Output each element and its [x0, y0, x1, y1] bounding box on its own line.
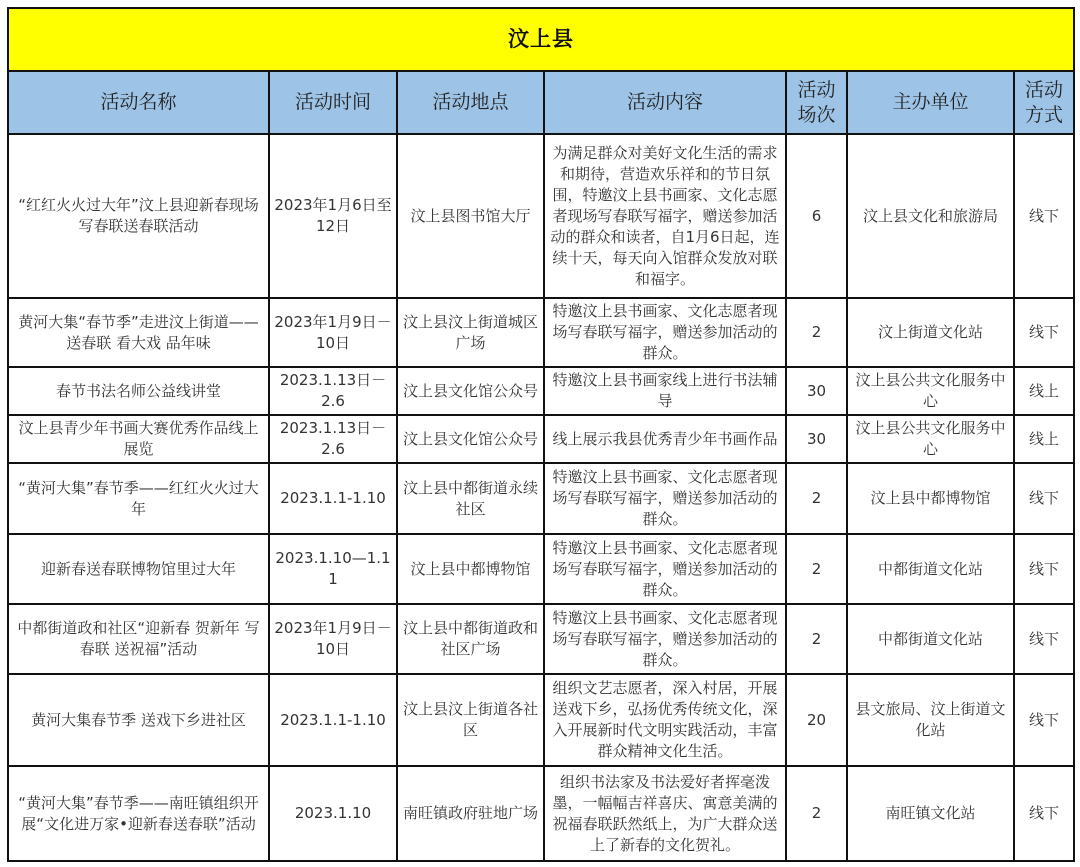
- header-time: 活动时间: [269, 71, 397, 134]
- cell-time: 2023.1.1-1.10: [269, 674, 397, 766]
- cell-name: 迎新春送春联博物馆里过大年: [8, 534, 269, 604]
- cell-organizer: 汶上县文化和旅游局: [847, 134, 1014, 298]
- cell-mode: 线下: [1014, 298, 1074, 367]
- cell-name: 汶上县青少年书画大赛优秀作品线上展览: [8, 415, 269, 463]
- header-mode: 活动方式: [1014, 71, 1074, 134]
- cell-place: 南旺镇政府驻地广场: [397, 766, 544, 861]
- table-row: [8, 674, 1074, 766]
- cell-time: 2023.1.10—1.11: [269, 534, 397, 604]
- cell-place: 汶上县中都博物馆: [397, 534, 544, 604]
- cell-place: 汶上县文化馆公众号: [397, 415, 544, 463]
- cell-content: 线上展示我县优秀青少年书画作品: [544, 415, 786, 463]
- cell-name: “红红火火过大年”汶上县迎新春现场写春联送春联活动: [8, 134, 269, 298]
- cell-mode: 线下: [1014, 134, 1074, 298]
- cell-organizer: 汶上县公共文化服务中心: [847, 367, 1014, 415]
- cell-time: 2023年1月9日－10日: [269, 298, 397, 367]
- cell-content: 特邀汶上县书画家、文化志愿者现场写春联写福字，赠送参加活动的群众。: [544, 534, 786, 604]
- cell-time: 2023.1.10: [269, 766, 397, 861]
- header-organizer: 主办单位: [847, 71, 1014, 134]
- cell-mode: 线下: [1014, 674, 1074, 766]
- cell-time: 2023.1.13日－2.6: [269, 415, 397, 463]
- cell-mode: 线上: [1014, 367, 1074, 415]
- cell-name: 黄河大集春节季 送戏下乡进社区: [8, 674, 269, 766]
- cell-sessions: 30: [786, 367, 847, 415]
- cell-mode: 线下: [1014, 766, 1074, 861]
- table-row: [8, 367, 1074, 415]
- cell-content: 为满足群众对美好文化生活的需求和期待，营造欢乐祥和的节日氛围，特邀汶上县书画家、文化志愿者现场写春联写福字，赠送参加活动的群众和读者，自1月6日起，连续十天，每天向入馆群众发放对联和福字。: [544, 134, 786, 298]
- cell-name: 黄河大集“春节季”走进汶上街道——送春联 看大戏 品年味: [8, 298, 269, 367]
- cell-mode: 线上: [1014, 415, 1074, 463]
- header-name: 活动名称: [8, 71, 269, 134]
- cell-time: 2023年1月6日至12日: [269, 134, 397, 298]
- cell-sessions: 2: [786, 534, 847, 604]
- header-row: [8, 71, 1074, 134]
- table-row: [8, 463, 1074, 534]
- cell-content: 组织书法家及书法爱好者挥毫泼墨，一幅幅吉祥喜庆、寓意美满的祝福春联跃然纸上，为广大群众送上了新春的文化贺礼。: [544, 766, 786, 861]
- header-content: 活动内容: [544, 71, 786, 134]
- cell-time: 2023年1月9日－10日: [269, 604, 397, 674]
- cell-place: 汶上县中都街道永续社区: [397, 463, 544, 534]
- table-row: [8, 766, 1074, 861]
- cell-organizer: 汶上县公共文化服务中心: [847, 415, 1014, 463]
- cell-place: 汶上县汶上街道各社区: [397, 674, 544, 766]
- table-title: 汶上县: [8, 8, 1074, 71]
- cell-name: 中都街道政和社区“迎新春 贺新年 写春联 送祝福”活动: [8, 604, 269, 674]
- cell-content: 特邀汶上县书画家、文化志愿者现场写春联写福字，赠送参加活动的群众。: [544, 463, 786, 534]
- cell-sessions: 2: [786, 298, 847, 367]
- cell-content: 组织文艺志愿者，深入村居，开展送戏下乡，弘扬优秀传统文化，深入开展新时代文明实践活动，丰富群众精神文化生活。: [544, 674, 786, 766]
- cell-sessions: 6: [786, 134, 847, 298]
- cell-sessions: 30: [786, 415, 847, 463]
- cell-time: 2023.1.1-1.10: [269, 463, 397, 534]
- cell-place: 汶上县图书馆大厅: [397, 134, 544, 298]
- activity-table: [7, 7, 1075, 862]
- cell-name: 春节书法名师公益线讲堂: [8, 367, 269, 415]
- cell-sessions: 2: [786, 766, 847, 861]
- cell-mode: 线下: [1014, 463, 1074, 534]
- cell-content: 特邀汶上县书画家线上进行书法辅导: [544, 367, 786, 415]
- cell-organizer: 县文旅局、汶上街道文化站: [847, 674, 1014, 766]
- cell-organizer: 中都街道文化站: [847, 534, 1014, 604]
- table-row: [8, 298, 1074, 367]
- table-row: [8, 415, 1074, 463]
- cell-name: “黄河大集”春节季——南旺镇组织开展“文化进万家•迎新春送春联”活动: [8, 766, 269, 861]
- cell-organizer: 汶上县中都博物馆: [847, 463, 1014, 534]
- cell-mode: 线下: [1014, 534, 1074, 604]
- cell-sessions: 2: [786, 463, 847, 534]
- table-row: [8, 534, 1074, 604]
- cell-sessions: 20: [786, 674, 847, 766]
- cell-organizer: 汶上街道文化站: [847, 298, 1014, 367]
- cell-place: 汶上县汶上街道城区广场: [397, 298, 544, 367]
- title-row: [8, 8, 1074, 71]
- header-sessions: 活动场次: [786, 71, 847, 134]
- cell-organizer: 南旺镇文化站: [847, 766, 1014, 861]
- cell-place: 汶上县文化馆公众号: [397, 367, 544, 415]
- cell-name: “黄河大集”春节季——红红火火过大年: [8, 463, 269, 534]
- cell-content: 特邀汶上县书画家、文化志愿者现场写春联写福字，赠送参加活动的群众。: [544, 298, 786, 367]
- cell-time: 2023.1.13日－2.6: [269, 367, 397, 415]
- cell-mode: 线下: [1014, 604, 1074, 674]
- cell-content: 特邀汶上县书画家、文化志愿者现场写春联写福字，赠送参加活动的群众。: [544, 604, 786, 674]
- cell-place: 汶上县中都街道政和社区广场: [397, 604, 544, 674]
- cell-organizer: 中都街道文化站: [847, 604, 1014, 674]
- cell-sessions: 2: [786, 604, 847, 674]
- header-place: 活动地点: [397, 71, 544, 134]
- table-row: [8, 134, 1074, 298]
- table-row: [8, 604, 1074, 674]
